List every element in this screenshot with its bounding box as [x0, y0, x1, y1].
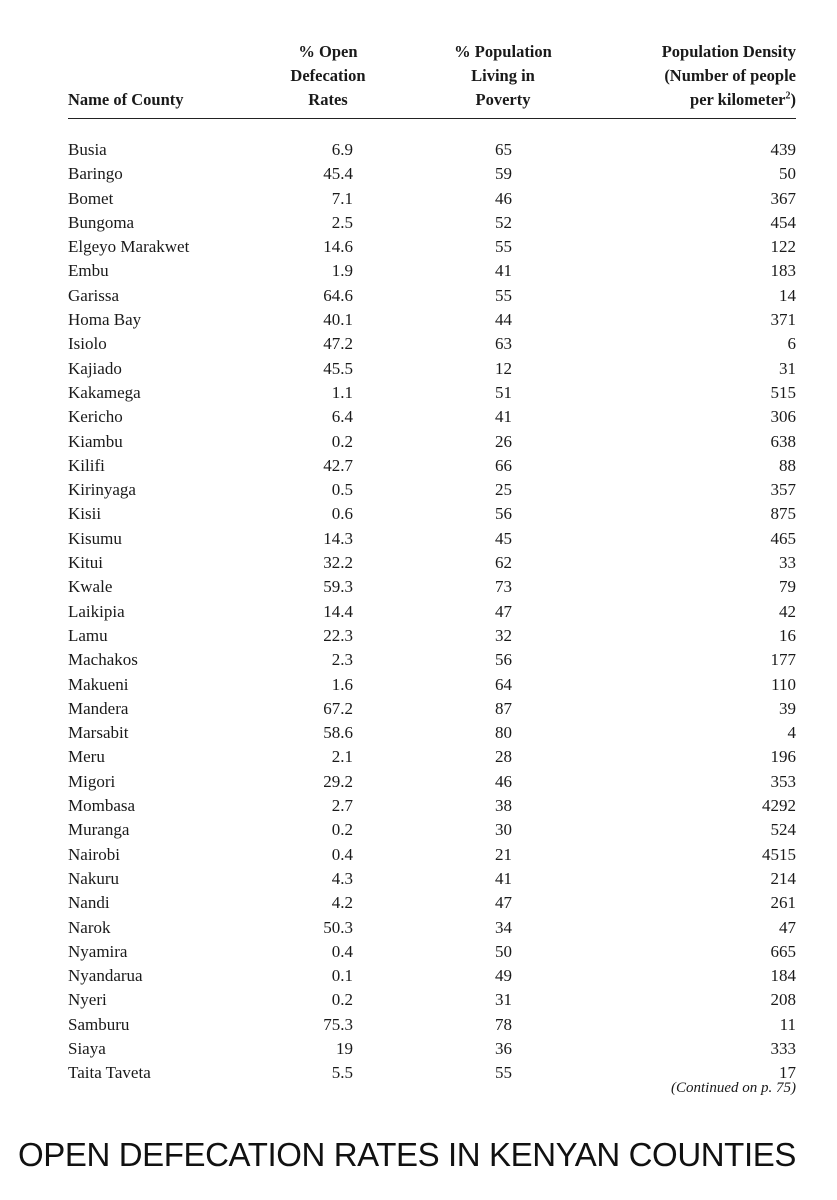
poverty-rate: 47 [495, 601, 512, 621]
population-density: 875 [770, 504, 796, 524]
population-density: 261 [770, 893, 796, 913]
county-name: Samburu [68, 1014, 130, 1034]
open-defecation-rate: 0.1 [331, 966, 353, 986]
county-name: Isiolo [68, 334, 107, 354]
county-name: Kilifi [68, 455, 105, 475]
population-density: 4515 [762, 844, 796, 864]
table-row [68, 964, 796, 988]
population-density: 196 [770, 747, 796, 767]
county-name: Kakamega [68, 382, 141, 402]
open-defecation-rate: 45.5 [323, 358, 353, 378]
population-density: 524 [770, 820, 796, 840]
table-row [68, 988, 796, 1012]
table-row [68, 770, 796, 794]
county-name: Meru [68, 747, 105, 767]
county-name: Narok [68, 917, 111, 937]
table-row [68, 721, 796, 745]
county-name: Muranga [68, 820, 130, 840]
county-name: Embu [68, 261, 109, 281]
open-defecation-rate: 0.2 [331, 990, 353, 1010]
population-density: 122 [770, 237, 796, 257]
poverty-rate: 56 [495, 650, 512, 670]
table-row [68, 357, 796, 381]
population-density: 31 [779, 358, 796, 378]
poverty-rate: 65 [495, 140, 512, 159]
poverty-rate: 21 [495, 844, 512, 864]
county-name: Kisumu [68, 528, 122, 548]
table-row [68, 940, 796, 964]
table-row [68, 624, 796, 648]
open-defecation-rate: 67.2 [323, 698, 353, 718]
population-density: 79 [779, 577, 796, 597]
table-row [68, 405, 796, 429]
population-density: 110 [771, 674, 796, 694]
county-name: Mandera [68, 698, 129, 718]
population-density: 17 [779, 1063, 796, 1083]
open-defecation-rate: 6.9 [331, 140, 353, 159]
county-name: Nyeri [68, 990, 107, 1010]
poverty-rate: 55 [495, 1063, 512, 1083]
population-density: 50 [779, 164, 796, 184]
table-row [68, 891, 796, 915]
poverty-rate: 55 [495, 285, 512, 305]
header-open-defecation: % Open Defecation Rates [290, 42, 366, 109]
open-defecation-rate: 75.3 [323, 1014, 353, 1034]
county-name: Elgeyo Marakwet [68, 237, 190, 257]
table-row [68, 430, 796, 454]
open-defecation-rate: 32.2 [323, 553, 353, 573]
population-density: 465 [770, 528, 796, 548]
table-body [68, 119, 796, 1086]
open-defecation-rate: 0.4 [331, 844, 353, 864]
county-name: Mombasa [68, 796, 136, 816]
population-density: 353 [770, 771, 796, 791]
population-density: 665 [770, 941, 796, 961]
county-name: Taita Taveta [68, 1063, 151, 1083]
open-defecation-rate: 40.1 [323, 310, 353, 330]
population-density: 11 [779, 1014, 796, 1034]
population-density: 6 [787, 334, 796, 354]
table-row [68, 478, 796, 502]
table-row [68, 575, 796, 599]
open-defecation-rate: 1.1 [331, 382, 353, 402]
poverty-rate: 44 [495, 310, 512, 330]
population-density: 371 [770, 310, 796, 330]
population-density: 184 [770, 966, 796, 986]
table-row [68, 867, 796, 891]
open-defecation-rate: 47.2 [323, 334, 353, 354]
open-defecation-rate: 6.4 [331, 407, 353, 427]
open-defecation-rate: 0.6 [331, 504, 353, 524]
open-defecation-rate: 14.6 [323, 237, 353, 257]
open-defecation-rate: 64.6 [323, 285, 353, 305]
poverty-rate: 34 [495, 917, 512, 937]
population-density: 39 [779, 698, 796, 718]
poverty-rate: 56 [495, 504, 512, 524]
table-row [68, 162, 796, 186]
table-header [68, 36, 796, 112]
poverty-rate: 36 [495, 1038, 512, 1058]
county-name: Homa Bay [68, 310, 142, 330]
population-density: 439 [770, 140, 796, 159]
table-row [68, 1013, 796, 1037]
poverty-rate: 87 [495, 698, 512, 718]
table-row [68, 916, 796, 940]
population-density: 88 [779, 455, 796, 475]
poverty-rate: 46 [495, 771, 512, 791]
table-row [68, 551, 796, 575]
population-density: 42 [779, 601, 796, 621]
table-row [68, 211, 796, 235]
table-row [68, 1037, 796, 1061]
population-density: 357 [770, 480, 796, 500]
population-density: 367 [770, 188, 796, 208]
county-name: Kiambu [68, 431, 123, 451]
open-defecation-rate: 1.6 [331, 674, 353, 694]
poverty-rate: 63 [495, 334, 512, 354]
poverty-rate: 32 [495, 625, 512, 645]
county-name: Nakuru [68, 868, 119, 888]
open-defecation-rate: 45.4 [323, 164, 353, 184]
open-defecation-rate: 4.2 [331, 893, 353, 913]
poverty-rate: 51 [495, 382, 512, 402]
county-name: Bomet [68, 188, 114, 208]
poverty-rate: 66 [495, 455, 512, 475]
population-density: 306 [770, 407, 796, 427]
poverty-rate: 41 [495, 868, 512, 888]
poverty-rate: 31 [495, 990, 512, 1010]
poverty-rate: 47 [495, 893, 512, 913]
open-defecation-rate: 22.3 [323, 625, 353, 645]
poverty-rate: 73 [495, 577, 512, 597]
header-poverty: % Population Living in Poverty [454, 42, 552, 109]
table-row [68, 600, 796, 624]
open-defecation-rate: 59.3 [323, 577, 353, 597]
county-name: Kajiado [68, 358, 122, 378]
open-defecation-rate: 0.2 [331, 431, 353, 451]
open-defecation-rate: 0.5 [331, 480, 353, 500]
table-row [68, 818, 796, 842]
population-density: 183 [770, 261, 796, 281]
county-name: Siaya [68, 1038, 106, 1058]
county-name: Migori [68, 771, 116, 791]
poverty-rate: 59 [495, 164, 512, 184]
table-row [68, 794, 796, 818]
table-row [68, 381, 796, 405]
population-density: 4292 [762, 796, 796, 816]
population-density: 4 [787, 723, 796, 743]
table-row [68, 843, 796, 867]
open-defecation-rate: 0.2 [331, 820, 353, 840]
open-defecation-rate: 58.6 [323, 723, 353, 743]
poverty-rate: 30 [495, 820, 512, 840]
population-density: 515 [770, 382, 796, 402]
open-defecation-rate: 2.7 [331, 796, 353, 816]
table-row [68, 648, 796, 672]
poverty-rate: 49 [495, 966, 512, 986]
county-name: Machakos [68, 650, 138, 670]
county-name: Bungoma [68, 212, 135, 232]
population-density: 14 [779, 285, 796, 305]
poverty-rate: 26 [495, 431, 512, 451]
open-defecation-rate: 14.4 [323, 601, 353, 621]
county-name: Makueni [68, 674, 129, 694]
poverty-rate: 64 [495, 674, 512, 694]
table-row [68, 745, 796, 769]
county-name: Kirinyaga [68, 480, 136, 500]
open-defecation-rate: 14.3 [323, 528, 353, 548]
population-density: 214 [770, 868, 796, 888]
table-row [68, 527, 796, 551]
county-name: Garissa [68, 285, 119, 305]
open-defecation-rate: 2.1 [331, 747, 353, 767]
county-name: Lamu [68, 625, 108, 645]
population-density: 47 [779, 917, 796, 937]
header-county: Name of County [68, 90, 184, 109]
county-name: Laikipia [68, 601, 125, 621]
open-defecation-rate: 29.2 [323, 771, 353, 791]
open-defecation-rate: 50.3 [323, 917, 353, 937]
poverty-rate: 52 [495, 212, 512, 232]
poverty-rate: 46 [495, 188, 512, 208]
open-defecation-rate: 2.5 [331, 212, 353, 232]
poverty-rate: 62 [495, 553, 512, 573]
table-row [68, 332, 796, 356]
open-defecation-rate: 1.9 [331, 261, 353, 281]
county-name: Nyandarua [68, 966, 143, 986]
poverty-rate: 55 [495, 237, 512, 257]
table-row [68, 284, 796, 308]
county-name: Kwale [68, 577, 113, 597]
county-name: Marsabit [68, 723, 129, 743]
county-name: Nyamira [68, 941, 128, 961]
image-caption: OPEN DEFECATION RATES IN KENYAN COUNTIES [18, 1136, 796, 1173]
table-row [68, 259, 796, 283]
poverty-rate: 41 [495, 261, 512, 281]
county-name: Kericho [68, 407, 123, 427]
poverty-rate: 78 [495, 1014, 512, 1034]
open-defecation-rate: 42.7 [323, 455, 353, 475]
table-row [68, 454, 796, 478]
county-name: Nairobi [68, 844, 120, 864]
county-table [68, 36, 796, 1086]
poverty-rate: 12 [495, 358, 512, 378]
table-row [68, 673, 796, 697]
open-defecation-rate: 0.4 [331, 941, 353, 961]
header-density: Population Density (Number of people per kilometer$^2$) [661, 42, 796, 109]
poverty-rate: 25 [495, 480, 512, 500]
county-name: Baringo [68, 164, 123, 184]
table-row [68, 235, 796, 259]
continued-note: (Continued on p. 75) [671, 1080, 796, 1096]
population-density: 33 [779, 553, 796, 573]
poverty-rate: 38 [495, 796, 512, 816]
population-density: 16 [779, 625, 796, 645]
open-defecation-rate: 19 [336, 1038, 353, 1058]
population-density: 208 [770, 990, 796, 1010]
table-row [68, 502, 796, 526]
open-defecation-rate: 2.3 [331, 650, 353, 670]
poverty-rate: 41 [495, 407, 512, 427]
population-density: 333 [770, 1038, 796, 1058]
poverty-rate: 80 [495, 723, 512, 743]
open-defecation-rate: 4.3 [331, 868, 353, 888]
table-row [68, 187, 796, 211]
county-name: Kisii [68, 504, 102, 524]
county-name: Kitui [68, 553, 103, 573]
table-row [68, 697, 796, 721]
table-row [68, 138, 796, 162]
open-defecation-rate: 7.1 [331, 188, 353, 208]
population-density: 177 [770, 650, 796, 670]
poverty-rate: 50 [495, 941, 512, 961]
county-name: Busia [68, 140, 107, 159]
poverty-rate: 45 [495, 528, 512, 548]
table-row [68, 308, 796, 332]
population-density: 638 [770, 431, 796, 451]
poverty-rate: 28 [495, 747, 512, 767]
county-name: Nandi [68, 893, 110, 913]
population-density: 454 [770, 212, 796, 232]
open-defecation-rate: 5.5 [331, 1063, 353, 1083]
